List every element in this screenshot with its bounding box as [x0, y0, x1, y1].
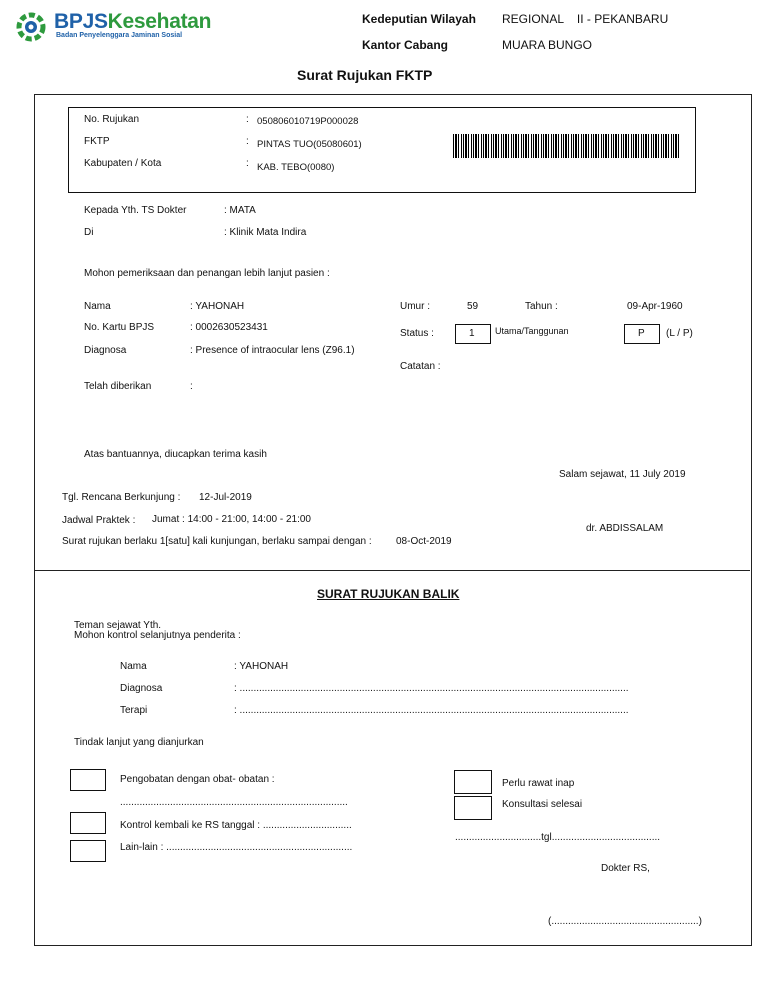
- obat-label: Pengobatan dengan obat- obatan :: [120, 774, 275, 785]
- konsultasi-checkbox[interactable]: [454, 796, 492, 820]
- balik-nama-label: Nama: [120, 661, 147, 672]
- pasien-intro: Mohon pemeriksaan dan penangan lebih lanjut pasien :: [84, 268, 330, 279]
- bpjs-logo-icon: [16, 12, 46, 42]
- dokter-rs-label: Dokter RS,: [601, 863, 650, 874]
- jenis-kelamin-value: P: [638, 328, 645, 339]
- no-rujukan-label: No. Rujukan: [84, 114, 140, 125]
- balik-nama-value: : YAHONAH: [234, 661, 289, 672]
- kepada-label: Kepada Yth. TS Dokter: [84, 205, 187, 216]
- tanda-tangan-line: (.....................................................): [548, 916, 702, 927]
- logo-subtitle: Badan Penyelenggara Jaminan Sosial: [56, 32, 183, 39]
- rencana-label: Tgl. Rencana Berkunjung :: [62, 492, 181, 503]
- kantor-label: Kantor Cabang: [362, 38, 449, 52]
- lain-lain-label: Lain-lain : ...................................................................: [120, 842, 353, 853]
- balik-diagnosa-value: : ............................................................................................................................................: [234, 683, 629, 694]
- kontrol-checkbox[interactable]: [70, 812, 106, 834]
- obat-checkbox[interactable]: [70, 769, 106, 791]
- kepada-value: : MATA: [224, 205, 256, 216]
- document-frame: [34, 94, 752, 946]
- catatan-label: Catatan :: [400, 361, 441, 372]
- no-rujukan-colon: :: [246, 114, 249, 125]
- telah-diberikan-label: Telah diberikan: [84, 381, 152, 392]
- diagnosa-value: : Presence of intraocular lens (Z96.1): [190, 345, 355, 356]
- mohon-kontrol-text: Mohon kontrol selanjutnya penderita :: [74, 630, 241, 641]
- nama-value: : YAHONAH: [190, 301, 245, 312]
- status-label: Status :: [400, 328, 434, 339]
- di-label: Di: [84, 227, 94, 238]
- obat-dots: ..................................................................................: [120, 797, 348, 808]
- tahun-label: Tahun :: [525, 301, 558, 312]
- nama-label: Nama: [84, 301, 111, 312]
- kontrol-label: Kontrol kembali ke RS tanggal : ................................: [120, 820, 352, 831]
- jadwal-label: Jadwal Praktek :: [62, 515, 136, 526]
- status-value: 1: [469, 328, 475, 339]
- telah-diberikan-value: :: [190, 381, 193, 392]
- balik-terapi-label: Terapi: [120, 705, 148, 716]
- diagnosa-label: Diagnosa: [84, 345, 127, 356]
- page-title: Surat Rujukan FKTP: [297, 67, 433, 83]
- rawat-inap-label: Perlu rawat inap: [502, 778, 575, 789]
- tanggal-lahir-value: 09-Apr-1960: [627, 301, 683, 312]
- tanggal-line: ...............................tgl.......................................: [455, 832, 661, 843]
- fktp-label: FKTP: [84, 136, 110, 147]
- rencana-value: 12-Jul-2019: [199, 492, 252, 503]
- no-rujukan-value: 050806010719P000028: [257, 116, 359, 127]
- di-value: : Klinik Mata Indira: [224, 227, 307, 238]
- rawat-inap-checkbox[interactable]: [454, 770, 492, 794]
- tindak-lanjut-text: Tindak lanjut yang dianjurkan: [74, 737, 204, 748]
- lain-lain-checkbox[interactable]: [70, 840, 106, 862]
- kabupaten-value: KAB. TEBO(0080): [257, 162, 335, 173]
- berlaku-text: Surat rujukan berlaku 1[satu] kali kunjungan, berlaku sampai dengan :: [62, 536, 372, 547]
- logo-bpjs-text: BPJS: [54, 10, 108, 33]
- kabupaten-label: Kabupaten / Kota: [84, 158, 162, 169]
- kabupaten-colon: :: [246, 158, 249, 169]
- terima-kasih-text: Atas bantuannya, diucapkan terima kasih: [84, 449, 267, 460]
- balik-terapi-value: : ............................................................................................................................................: [234, 705, 629, 716]
- section-divider: [34, 570, 750, 571]
- berlaku-value: 08-Oct-2019: [396, 536, 452, 547]
- dokter-name: dr. ABDISSALAM: [586, 523, 664, 534]
- barcode-image: [453, 134, 679, 158]
- kantor-value: MUARA BUNGO: [502, 38, 593, 52]
- konsultasi-label: Konsultasi selesai: [502, 799, 583, 810]
- balik-diagnosa-label: Diagnosa: [120, 683, 163, 694]
- umur-value: 59: [467, 301, 479, 312]
- rujukan-balik-title: SURAT RUJUKAN BALIK: [317, 587, 460, 601]
- fktp-value: PINTAS TUO(05080601): [257, 139, 362, 150]
- salam-text: Salam sejawat, 11 July 2019: [559, 469, 686, 480]
- kartu-label: No. Kartu BPJS: [84, 322, 155, 333]
- kartu-value: : 0002630523431: [190, 322, 268, 333]
- umur-label: Umur :: [400, 301, 430, 312]
- teman-sejawat-text: Teman sejawat Yth.: [74, 620, 162, 631]
- jadwal-value: Jumat : 14:00 - 21:00, 14:00 - 21:00: [152, 514, 311, 525]
- logo-kesehatan-text: Kesehatan: [107, 10, 212, 33]
- status-text: Utama/Tanggunan: [495, 326, 569, 336]
- jenis-kelamin-text: (L / P): [666, 328, 693, 339]
- fktp-colon: :: [246, 136, 249, 147]
- kedeputian-label: Kedeputian Wilayah: [362, 12, 476, 26]
- kedeputian-value: REGIONAL II - PEKANBARU: [502, 12, 669, 26]
